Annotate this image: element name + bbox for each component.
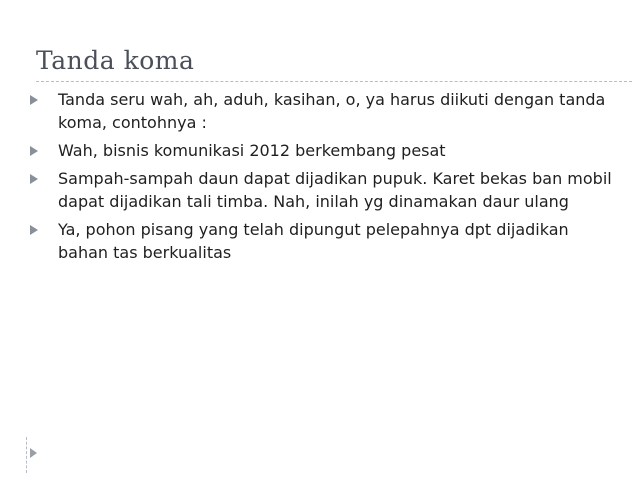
triangle-bullet-icon [30,174,38,184]
triangle-bullet-icon [30,146,38,156]
bullet-item [28,167,618,213]
title-divider [36,81,632,82]
bullet-item [28,218,618,264]
bullet-item [28,88,618,134]
bullet-text: Sampah-sampah daun dapat dijadikan pupuk. Karet bekas ban mobil dapat dijadikan tali timba. Nah, inilah yg dinamakan daur ulang [58,169,612,211]
bullet-text: Ya, pohon pisang yang telah dipungut pelepahnya dpt dijadikan bahan tas berkualitas [58,220,569,262]
slide-title: Tanda koma [36,46,195,75]
triangle-marker-icon [30,448,37,458]
left-divider [26,437,27,473]
bullet-item [28,139,618,162]
triangle-bullet-icon [30,225,38,235]
bullet-text: Wah, bisnis komunikasi 2012 berkembang pesat [58,141,446,160]
triangle-bullet-icon [30,95,38,105]
bullet-list [28,88,618,269]
bullet-text: Tanda seru wah, ah, aduh, kasihan, o, ya harus diikuti dengan tanda koma, contohnya : [58,90,606,132]
